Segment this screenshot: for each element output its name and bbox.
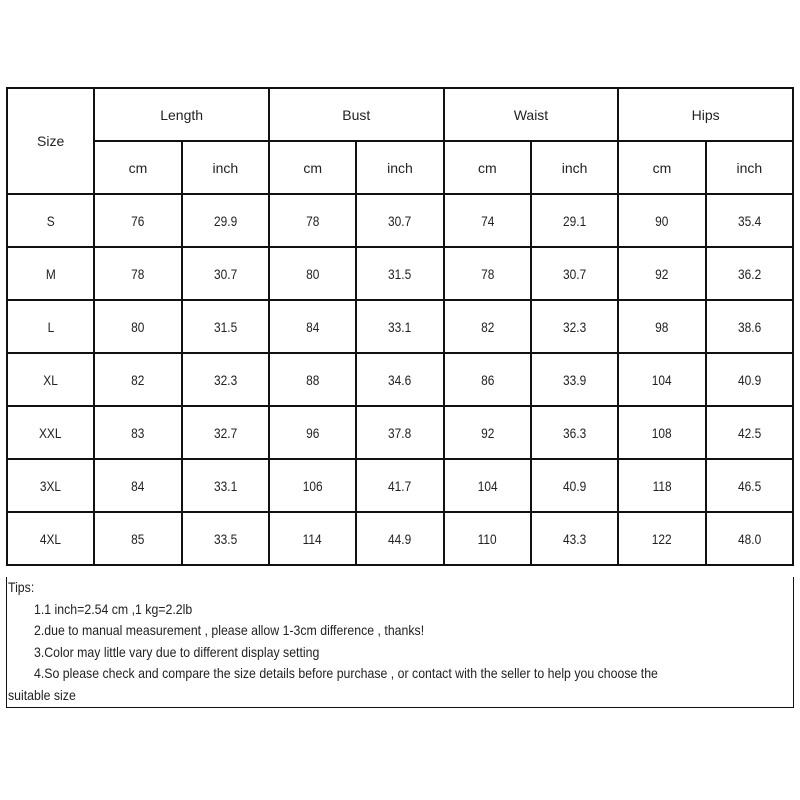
cell-value: 29.1 <box>563 212 587 229</box>
cell-value: 42.5 <box>737 424 761 441</box>
measurement-cell <box>618 512 705 565</box>
cell-value: 37.8 <box>388 424 412 441</box>
cell-value: 30.7 <box>388 212 412 229</box>
measurement-cell <box>356 512 443 565</box>
unit-cm: cm <box>94 141 181 194</box>
tip-item: 3.Color may little vary due to different display setting <box>34 643 320 660</box>
header-waist: Waist <box>444 88 619 141</box>
cell-value: L <box>47 318 54 335</box>
cell-value: 74 <box>480 212 494 229</box>
unit-cm: cm <box>444 141 531 194</box>
cell-value: XXL <box>39 424 62 441</box>
unit-cm: cm <box>618 141 705 194</box>
cell-value: 33.1 <box>388 318 412 335</box>
measurement-cell <box>444 300 531 353</box>
cell-value: 108 <box>652 424 672 441</box>
cell-value: 3XL <box>40 477 62 494</box>
measurement-cell <box>531 247 618 300</box>
cell-value: 30.7 <box>563 265 587 282</box>
unit-inch: inch <box>531 141 618 194</box>
table-row <box>7 406 793 459</box>
measurement-cell <box>269 300 356 353</box>
cell-value: 118 <box>652 477 672 494</box>
cell-value: 40.9 <box>737 371 761 388</box>
measurement-cell <box>269 194 356 247</box>
measurement-cell <box>94 300 181 353</box>
unit-inch: inch <box>706 141 793 194</box>
size-cell <box>7 459 94 512</box>
measurement-cell <box>531 194 618 247</box>
measurement-cell <box>356 300 443 353</box>
measurement-cell <box>269 247 356 300</box>
measurement-cell <box>182 353 269 406</box>
header-row-groups <box>7 88 793 141</box>
measurement-cell <box>182 247 269 300</box>
cell-value: 33.1 <box>213 477 237 494</box>
measurement-cell <box>618 406 705 459</box>
measurement-cell <box>94 247 181 300</box>
cell-value: 88 <box>306 371 320 388</box>
measurement-cell <box>531 406 618 459</box>
tips-box <box>6 577 794 708</box>
cell-value: S <box>46 212 55 229</box>
cell-value: 46.5 <box>737 477 761 494</box>
cell-value: 34.6 <box>388 371 412 388</box>
measurement-cell <box>618 247 705 300</box>
measurement-cell <box>356 194 443 247</box>
cell-value: 41.7 <box>388 477 412 494</box>
measurement-cell <box>269 512 356 565</box>
cell-value: 86 <box>480 371 494 388</box>
cell-value: 114 <box>303 530 323 547</box>
size-chart-table <box>6 87 794 566</box>
measurement-cell <box>182 459 269 512</box>
measurement-cell <box>269 459 356 512</box>
size-cell <box>7 353 94 406</box>
measurement-cell <box>618 353 705 406</box>
table-row <box>7 459 793 512</box>
cell-value: 83 <box>131 424 145 441</box>
cell-value: 76 <box>131 212 145 229</box>
measurement-cell <box>182 406 269 459</box>
tip-item: 2.due to manual measurement , please allow 1-3cm difference , thanks! <box>34 622 425 638</box>
table-row <box>7 353 793 406</box>
measurement-cell <box>356 459 443 512</box>
cell-value: 38.6 <box>737 318 761 335</box>
table-row <box>7 194 793 247</box>
header-row-units <box>7 141 793 194</box>
size-cell <box>7 300 94 353</box>
measurement-cell <box>706 459 793 512</box>
measurement-cell <box>182 194 269 247</box>
measurement-cell <box>531 512 618 565</box>
cell-value: M <box>45 265 56 282</box>
cell-value: 36.2 <box>737 265 761 282</box>
size-cell <box>7 247 94 300</box>
measurement-cell <box>269 353 356 406</box>
measurement-cell <box>444 194 531 247</box>
cell-value: 29.9 <box>213 212 237 229</box>
tips-title: Tips: <box>8 579 35 595</box>
cell-value: 33.5 <box>213 530 237 547</box>
tip-item: 4.So please check and compare the size details before purchase , or contact with the seller to help you choose the <box>34 665 658 681</box>
cell-value: 90 <box>655 212 669 229</box>
measurement-cell <box>618 459 705 512</box>
measurement-cell <box>94 194 181 247</box>
measurement-cell <box>356 406 443 459</box>
table-row <box>7 300 793 353</box>
table-row <box>7 512 793 565</box>
unit-inch: inch <box>182 141 269 194</box>
header-hips: Hips <box>618 88 793 141</box>
cell-value: 98 <box>655 318 669 335</box>
measurement-cell <box>618 194 705 247</box>
cell-value: 33.9 <box>563 371 587 388</box>
measurement-cell <box>706 512 793 565</box>
cell-value: 84 <box>131 477 145 494</box>
header-size: Size <box>7 88 94 194</box>
cell-value: 35.4 <box>737 212 761 229</box>
cell-value: 30.7 <box>213 265 237 282</box>
measurement-cell <box>444 406 531 459</box>
unit-inch: inch <box>356 141 443 194</box>
size-cell <box>7 194 94 247</box>
measurement-cell <box>531 459 618 512</box>
header-bust: Bust <box>269 88 444 141</box>
measurement-cell <box>706 247 793 300</box>
measurement-cell <box>444 459 531 512</box>
measurement-cell <box>531 353 618 406</box>
cell-value: 78 <box>480 265 494 282</box>
table-row <box>7 247 793 300</box>
cell-value: 44.9 <box>388 530 412 547</box>
cell-value: 32.7 <box>213 424 237 441</box>
measurement-cell <box>94 459 181 512</box>
cell-value: 78 <box>131 265 145 282</box>
tip-item-continuation: suitable size <box>8 686 76 703</box>
cell-value: 80 <box>131 318 145 335</box>
cell-value: 32.3 <box>563 318 587 335</box>
measurement-cell <box>269 406 356 459</box>
cell-value: 40.9 <box>563 477 587 494</box>
cell-value: 82 <box>480 318 494 335</box>
measurement-cell <box>706 406 793 459</box>
cell-value: 104 <box>477 477 498 494</box>
tip-item: 1.1 inch=2.54 cm ,1 kg=2.2lb <box>34 600 193 617</box>
measurement-cell <box>182 512 269 565</box>
cell-value: 31.5 <box>213 318 237 335</box>
header-length: Length <box>94 88 269 141</box>
cell-value: 84 <box>306 318 320 335</box>
measurement-cell <box>706 194 793 247</box>
measurement-cell <box>444 247 531 300</box>
measurement-cell <box>356 247 443 300</box>
cell-value: 32.3 <box>213 371 237 388</box>
cell-value: 48.0 <box>737 530 761 547</box>
measurement-cell <box>531 300 618 353</box>
size-cell <box>7 406 94 459</box>
cell-value: XL <box>43 371 58 388</box>
cell-value: 96 <box>306 424 320 441</box>
measurement-cell <box>94 353 181 406</box>
cell-value: 80 <box>306 265 320 282</box>
cell-value: 82 <box>131 371 145 388</box>
cell-value: 36.3 <box>563 424 587 441</box>
measurement-cell <box>618 300 705 353</box>
cell-value: 78 <box>306 212 320 229</box>
cell-value: 122 <box>652 530 672 547</box>
cell-value: 92 <box>480 424 494 441</box>
cell-value: 31.5 <box>388 265 412 282</box>
measurement-cell <box>444 512 531 565</box>
measurement-cell <box>356 353 443 406</box>
unit-cm: cm <box>269 141 356 194</box>
cell-value: 110 <box>477 530 497 547</box>
measurement-cell <box>706 353 793 406</box>
cell-value: 85 <box>131 530 145 547</box>
cell-value: 104 <box>652 371 672 388</box>
cell-value: 43.3 <box>563 530 587 547</box>
measurement-cell <box>182 300 269 353</box>
cell-value: 92 <box>655 265 669 282</box>
cell-value: 106 <box>302 477 323 494</box>
size-cell <box>7 512 94 565</box>
measurement-cell <box>444 353 531 406</box>
measurement-cell <box>94 406 181 459</box>
measurement-cell <box>706 300 793 353</box>
cell-value: 4XL <box>40 530 62 547</box>
measurement-cell <box>94 512 181 565</box>
